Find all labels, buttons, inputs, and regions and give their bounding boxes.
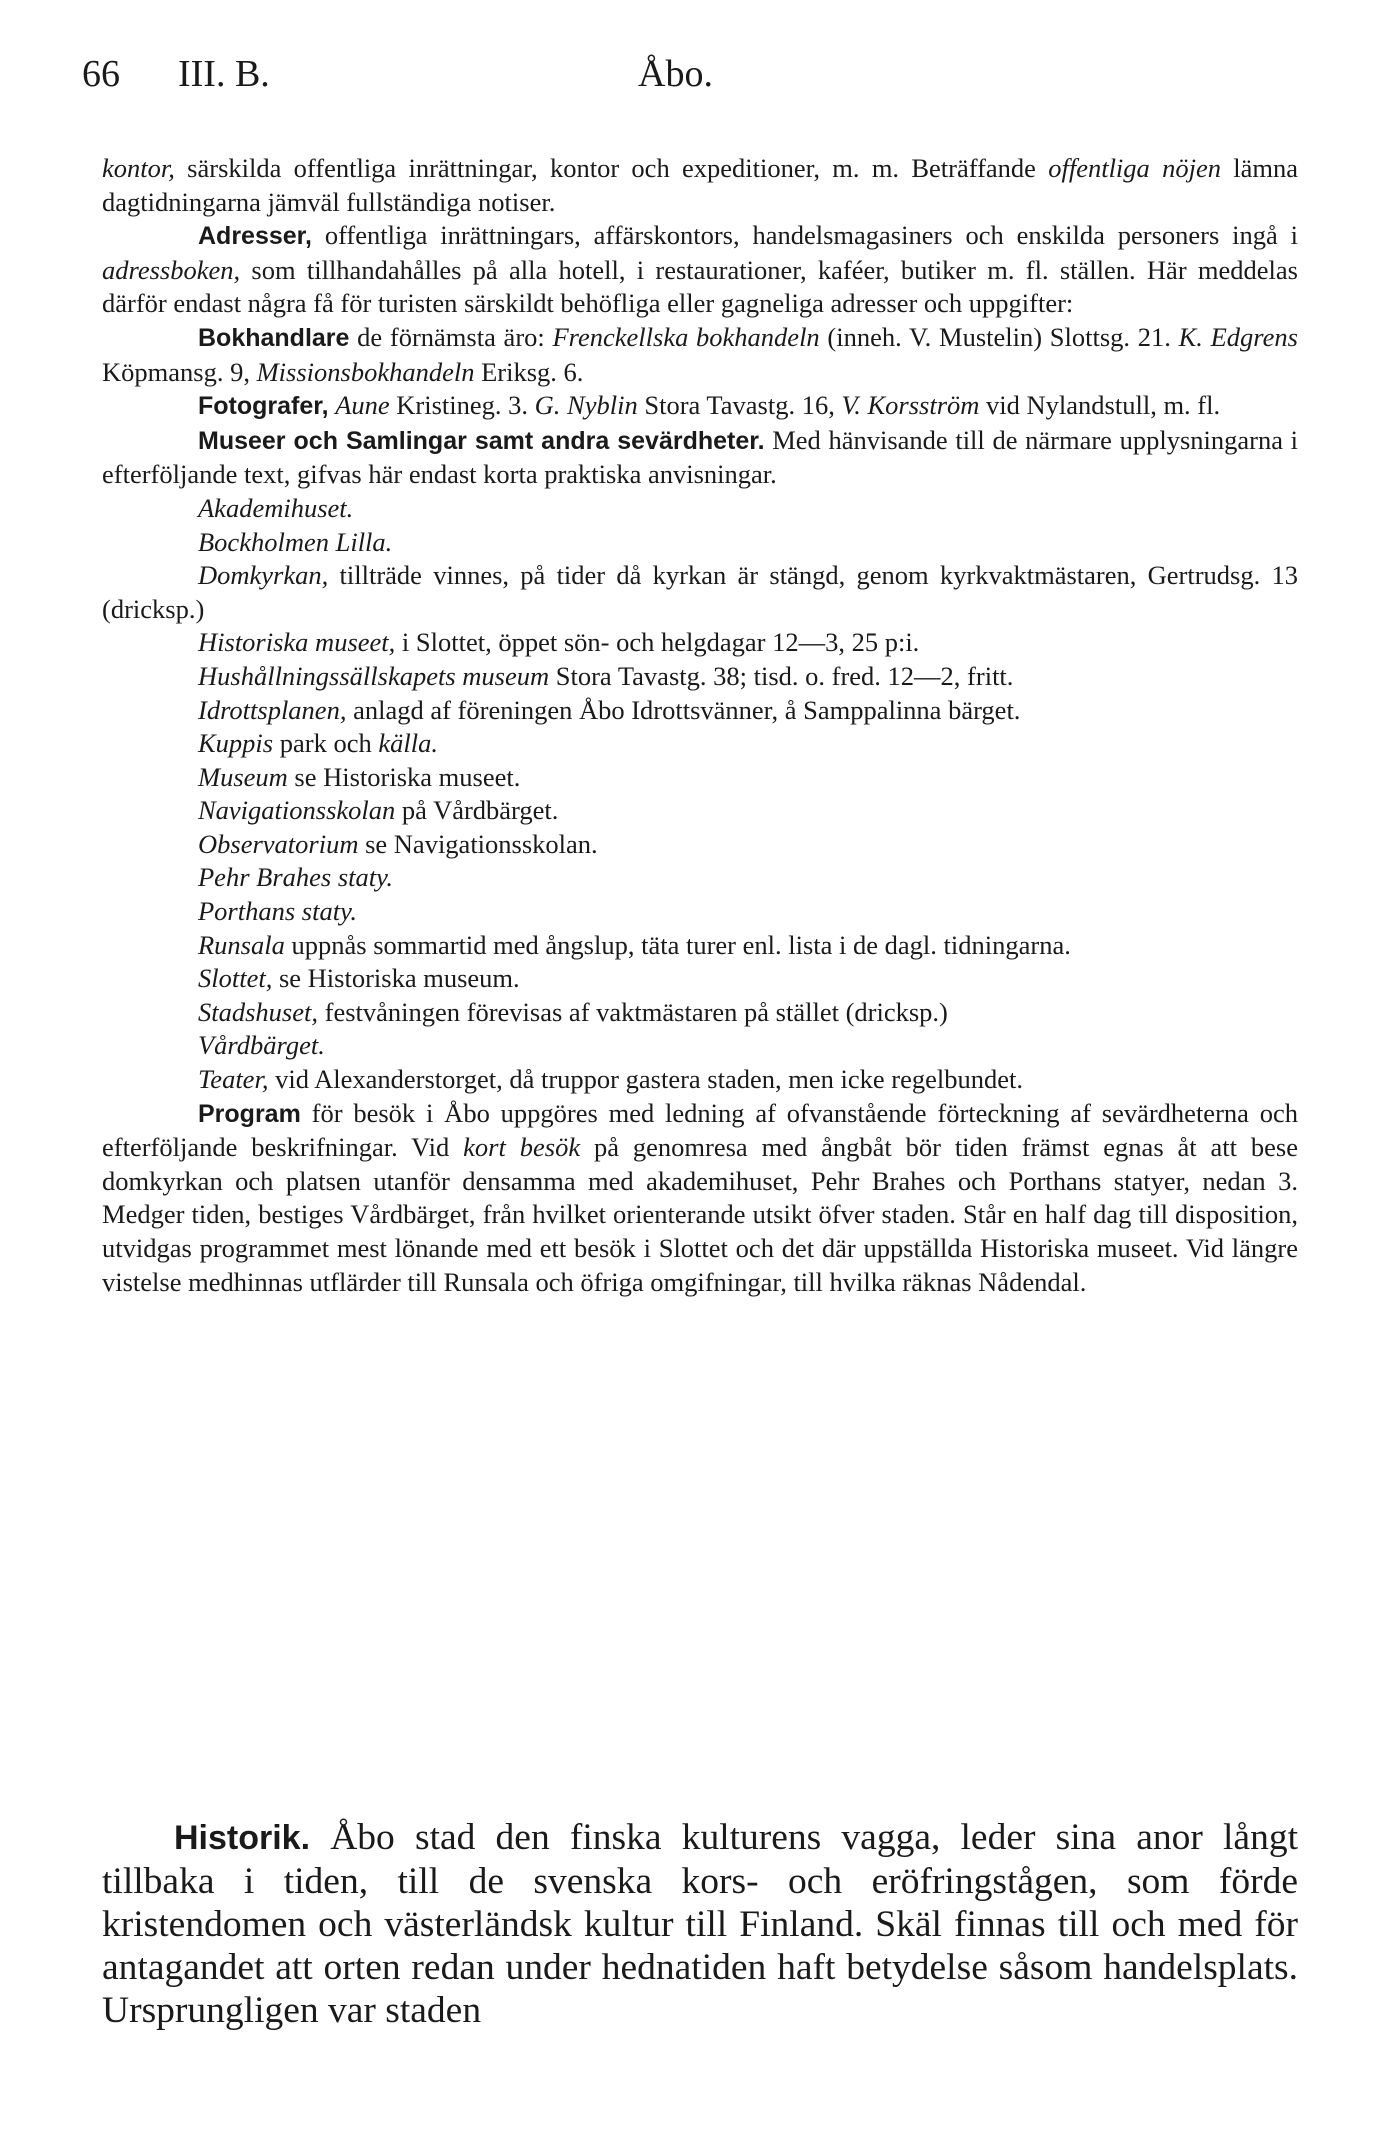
run-in-heading: Fotografer, xyxy=(198,392,329,421)
paragraph-museer: Museer och Samlingar samt andra sevärdheter. Med hänvisande till de närmare upplysningarna i efterföljande text, gifvas här endast korta praktiska anvisningar. xyxy=(102,424,1298,490)
entry-akademihuset: Akademihuset. xyxy=(198,492,354,523)
run-in-heading: Program xyxy=(198,1099,301,1128)
entry-pehr-brahes-staty: Pehr Brahes staty. xyxy=(198,862,394,893)
entry-runsala: Runsala uppnås sommartid med ångslup, täta turer enl. lista i de dagl. tidningarna. xyxy=(198,929,1071,960)
entry-porthans-staty: Porthans staty. xyxy=(198,896,358,927)
section-label: III. B. xyxy=(178,53,270,95)
paragraph-bokhandlare: Bokhandlare de förnämsta äro: Frenckellska bokhandeln (inneh. V. Mustelin) Slottsg. 21. K. Edgrens Köpmansg. 9, Missionsbokhandeln Eriksg. 6. xyxy=(102,321,1298,387)
page-number: 66 xyxy=(82,53,120,95)
entry-museum: Museum se Historiska museet. xyxy=(198,761,521,792)
entry-hushallningssallskapet: Hushållningssällskapets museum Stora Tavastg. 38; tisd. o. fred. 12—2, fritt. xyxy=(198,660,1014,691)
entry-observatorium: Observatorium se Navigationsskolan. xyxy=(198,828,598,859)
run-in-heading: Adresser, xyxy=(198,222,312,251)
section-heading: Historik. xyxy=(174,1819,311,1857)
entry-bockholmen: Bockholmen Lilla. xyxy=(198,526,393,557)
run-in-heading: Museer och Samlingar samt andra sevärdheter. xyxy=(198,426,765,455)
paragraph-historik: Historik. Åbo stad den finska kulturens vagga, leder sina anor långt tillbaka i tiden, till de svenska kors- och eröfringstågen, som förde kristendomen och västerländsk kultur till Finland. Skäl finnas till och med för antagandet att orten redan under hednatiden haft betydelse såsom handelsplats. Ursprungligen var staden xyxy=(102,1817,1298,2031)
running-header xyxy=(82,52,1318,98)
entry-kuppis: Kuppis park och källa. xyxy=(198,728,438,759)
paragraph-program: Program för besök i Åbo uppgöres med ledning af ofvanstående förteckning af sevärdheterna och efterföljande beskrifningar. Vid kort besök på genomresa med ångbåt bör tiden främst egnas åt att bese domkyrkan och platsen utanför densamma med akademihuset, Pehr Brahes och Porthans statyer, nedan 3. Medger tiden, bestiges Vårdbärget, från hvilket orienterande utsikt öfver staden. Står en half dag till disposition, utvidgas programmet mest lönande med ett besök i Slottet och det där uppställda Historiska museet. Vid längre vistelse medhinnas utflärder till Runsala och öfriga omgifningar, till hvilka räknas Nådendal. xyxy=(102,1097,1298,1297)
entry-teater: Teater, vid Alexanderstorget, då truppor gastera staden, men icke regelbundet. xyxy=(198,1064,1023,1095)
run-in-heading: Bokhandlare xyxy=(198,323,350,352)
entry-vardbarget: Vårdbärget. xyxy=(198,1030,325,1061)
paragraph-kontor: kontor, särskilda offentliga inrättningar, kontor och expeditioner, m. m. Beträffande offentliga nöjen lämna dagtidningarna jämväl fullständiga notiser. xyxy=(102,153,1299,217)
entry-historiska-museet: Historiska museet, i Slottet, öppet sön- och helgdagar 12—3, 25 p:i. xyxy=(198,627,920,658)
entry-domkyrkan: Domkyrkan, tillträde vinnes, på tider då kyrkan är stängd, genom kyrkvaktmästaren, Gertrudsg. 13 (dricksp.) xyxy=(102,560,1298,624)
body-text xyxy=(102,152,1298,1299)
paragraph-adresser: Adresser, offentliga inrättningars, affärskontors, handelsmagasiners och enskilda personers ingå i adressboken, som tillhandahålles på alla hotell, i restaurationer, kaféer, butiker m. fl. ställen. Här meddelas därför endast några få för turisten särskildt behöfliga eller gagneliga adresser och uppgifter: xyxy=(102,220,1298,319)
entry-stadshuset: Stadshuset, festvåningen förevisas af vaktmästaren på stället (dricksp.) xyxy=(198,996,948,1027)
running-title: Åbo. xyxy=(638,53,713,95)
paragraph-fotografer: Fotografer, Aune Kristineg. 3. G. Nyblin Stora Tavastg. 16, V. Korsström vid Nylandstull, m. fl. xyxy=(198,390,1221,421)
entry-slottet: Slottet, se Historiska museum. xyxy=(198,963,520,994)
entry-navigationsskolan: Navigationsskolan på Vårdbärget. xyxy=(198,795,559,826)
entry-idrottsplanen: Idrottsplanen, anlagd af föreningen Åbo Idrottsvänner, å Samppalinna bärget. xyxy=(198,694,1021,725)
